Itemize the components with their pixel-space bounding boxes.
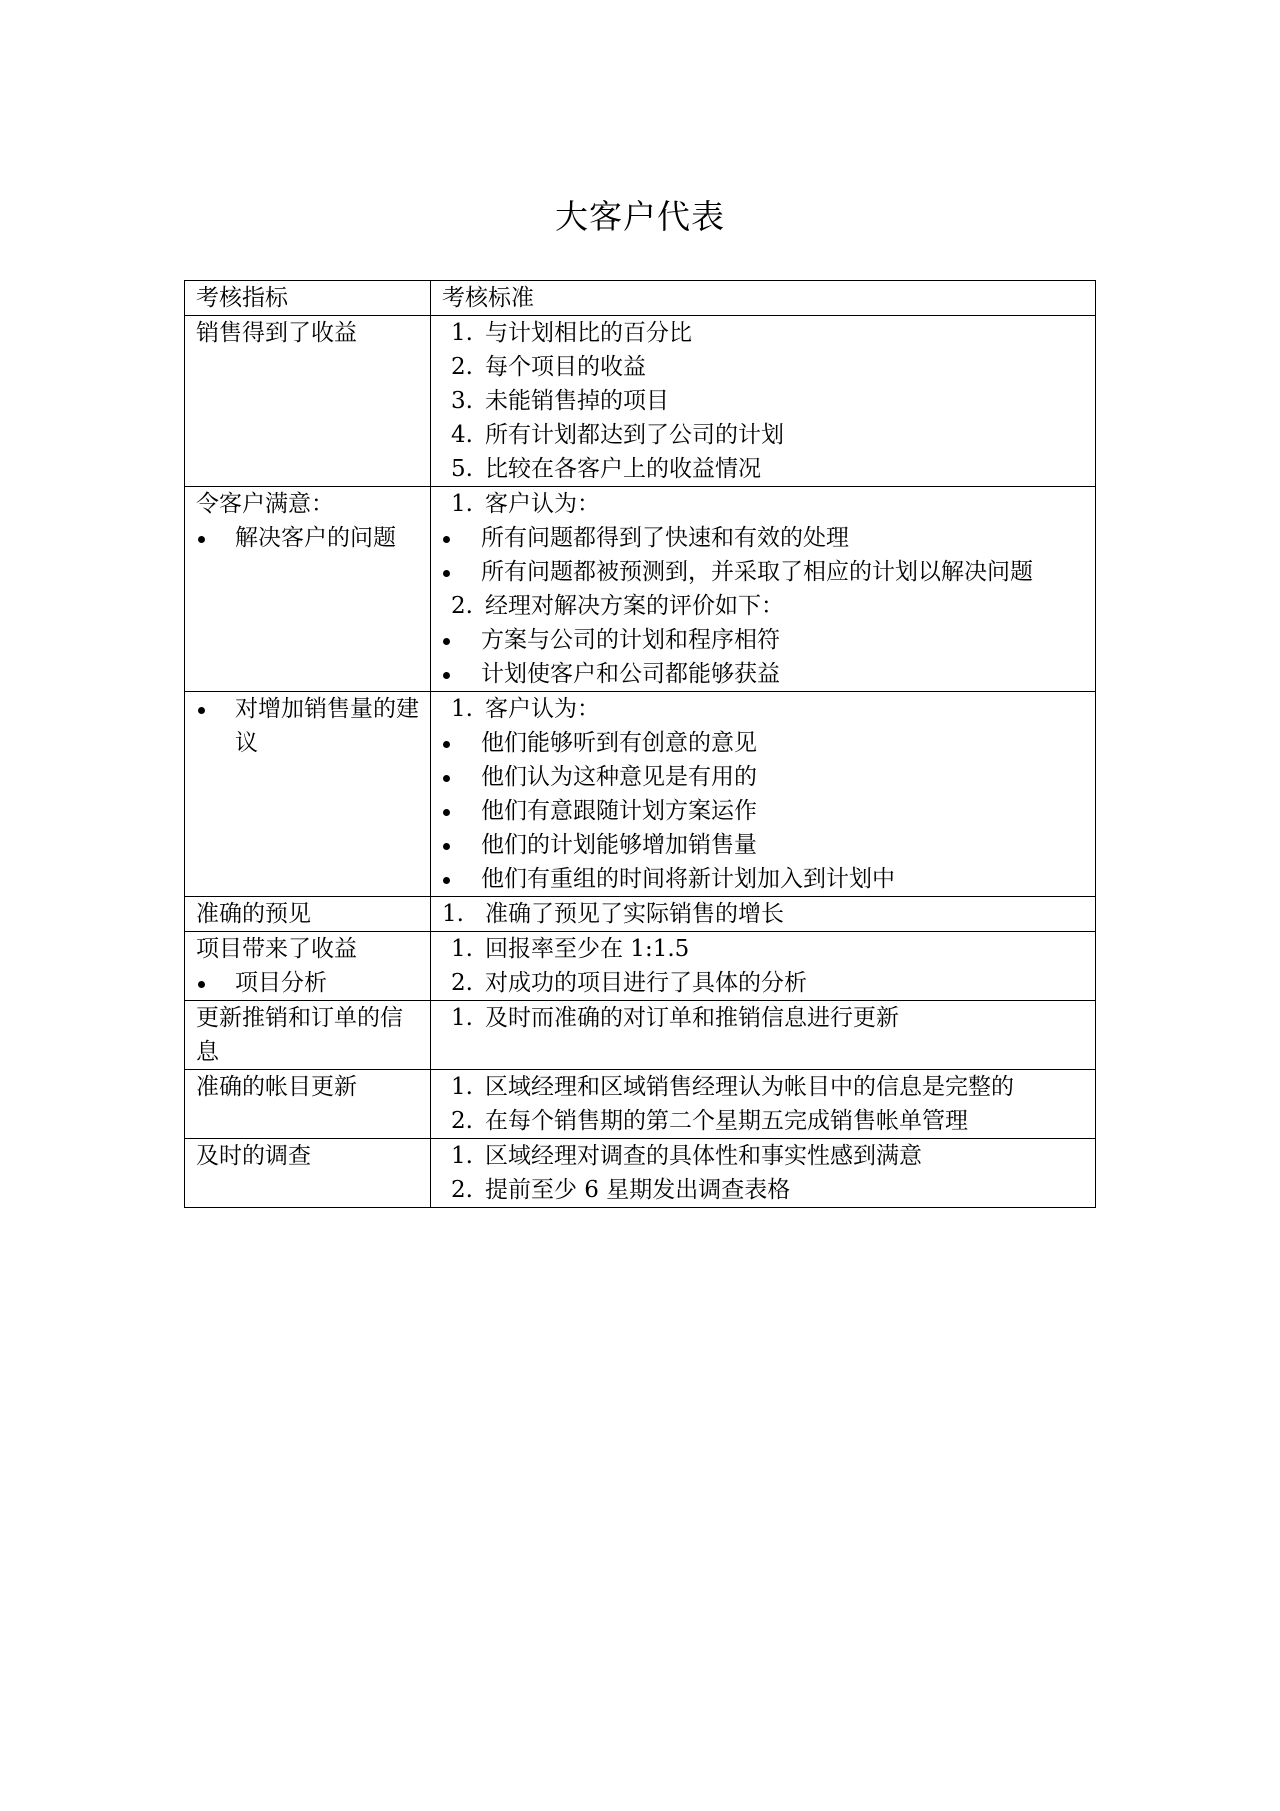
criteria-bullet: 计划使客户和公司都能够获益	[442, 657, 1085, 691]
table-row	[185, 1070, 1096, 1139]
criteria-bullet: 他们认为这种意见是有用的	[442, 760, 1085, 794]
indicator-cell	[185, 487, 431, 692]
criteria-item: 1. 客户认为：	[451, 491, 600, 517]
criteria-cell	[431, 1001, 1096, 1070]
indicator-text: 令客户满意：	[196, 491, 334, 517]
criteria-item: 1. 与计划相比的百分比	[451, 320, 692, 346]
indicator-text: 及时的调查	[196, 1143, 311, 1169]
indicator-text: 更新推销和订单的信息	[196, 1005, 403, 1065]
indicator-cell	[185, 316, 431, 487]
criteria-cell	[431, 487, 1096, 692]
table-row	[185, 1139, 1096, 1208]
table-header-row	[185, 281, 1096, 316]
table-row	[185, 897, 1096, 932]
criteria-cell	[431, 932, 1096, 1001]
table-row	[185, 316, 1096, 487]
indicator-cell	[185, 1139, 431, 1208]
criteria-cell	[431, 897, 1096, 932]
table-row	[185, 1001, 1096, 1070]
criteria-item: 1. 客户认为：	[451, 696, 600, 722]
criteria-item: 2. 每个项目的收益	[451, 354, 646, 380]
criteria-item: 1. 及时而准确的对订单和推销信息进行更新	[451, 1005, 899, 1031]
criteria-bullet: 他们的计划能够增加销售量	[442, 828, 1085, 862]
criteria-bullet: 所有问题都被预测到，并采取了相应的计划以解决问题	[442, 555, 1085, 589]
criteria-item: 1. 准确了预见了实际销售的增长	[442, 901, 784, 927]
indicator-bullet: 解决客户的问题	[196, 521, 420, 555]
indicator-cell	[185, 897, 431, 932]
indicator-cell	[185, 1070, 431, 1139]
indicator-cell	[185, 932, 431, 1001]
table-row	[185, 487, 1096, 692]
criteria-item: 1. 区域经理对调查的具体性和事实性感到满意	[451, 1143, 922, 1169]
indicator-cell	[185, 692, 431, 897]
criteria-bullet: 他们有重组的时间将新计划加入到计划中	[442, 862, 1085, 896]
table-row	[185, 932, 1096, 1001]
criteria-item: 1. 回报率至少在 1:1.5	[451, 936, 690, 962]
criteria-item: 2. 在每个销售期的第二个星期五完成销售帐单管理	[451, 1108, 968, 1134]
criteria-item: 2. 对成功的项目进行了具体的分析	[451, 970, 807, 996]
header-indicator: 考核指标	[185, 281, 431, 316]
criteria-item: 5. 比较在各客户上的收益情况	[451, 456, 761, 482]
table-row	[185, 692, 1096, 897]
kpi-table	[184, 280, 1096, 1208]
indicator-cell	[185, 1001, 431, 1070]
criteria-item: 4. 所有计划都达到了公司的计划	[451, 422, 784, 448]
header-criteria: 考核标准	[431, 281, 1096, 316]
indicator-text: 销售得到了收益	[196, 320, 357, 346]
criteria-item: 3. 未能销售掉的项目	[451, 388, 669, 414]
criteria-item: 1. 区域经理和区域销售经理认为帐目中的信息是完整的	[451, 1074, 1014, 1100]
indicator-text: 准确的预见	[196, 901, 311, 927]
indicator-bullet: 项目分析	[196, 966, 420, 1000]
criteria-item: 2. 提前至少 6 星期发出调查表格	[451, 1177, 791, 1203]
criteria-bullet: 他们能够听到有创意的意见	[442, 726, 1085, 760]
criteria-bullet: 他们有意跟随计划方案运作	[442, 794, 1085, 828]
criteria-cell	[431, 1070, 1096, 1139]
indicator-bullet: 对增加销售量的建议	[196, 692, 420, 760]
criteria-bullet: 所有问题都得到了快速和有效的处理	[442, 521, 1085, 555]
page-title: 大客户代表	[555, 197, 725, 236]
criteria-cell	[431, 1139, 1096, 1208]
criteria-bullet: 方案与公司的计划和程序相符	[442, 623, 1085, 657]
indicator-text: 准确的帐目更新	[196, 1074, 357, 1100]
criteria-cell	[431, 692, 1096, 897]
criteria-cell	[431, 316, 1096, 487]
criteria-item: 2. 经理对解决方案的评价如下：	[451, 593, 784, 619]
indicator-text: 项目带来了收益	[196, 936, 357, 962]
